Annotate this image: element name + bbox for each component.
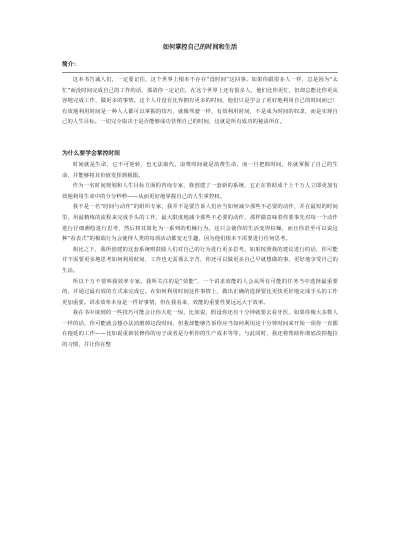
body-paragraph: 相比之下，我所创建的这套系统则鼓励人们对自己的行为进行更多思考。如果按照我的建议进行的话，你可能并不需要更多地思考如何利用时间，工作也无需那么辛苦，你还可以做更多自己早就想做的事，更好地享受自己的生活。	[62, 246, 338, 274]
body-paragraph: 我在书中谈到的一些技巧可能会让你大吃一惊，比如说，假设你还有十分钟就要去看牙医，如果你像大多数人一样的话，你可能就会想办法消磨掉这段时间，但我却能够告诉你应当如何利用这十分钟时间来开始一项你一直都在拖延的工作——比如说重新装修你的房子或者是分析你的生产成本等等。与此同时，我还将帮助你彻底改掉拖拉的习惯，并让你在整	[62, 310, 338, 349]
body-paragraph: 时间就是生命，它不可逆转，也无法取代。浪费时间就是消费生命，而一旦把握时间，你就掌握了自己的生命，并能够将其价值发挥到极限。	[62, 161, 338, 179]
body-paragraph: 所以千万不要叫我效率专家。我所关注的是“效能”，一个讲求效能的人会从所有可能的任务当中选择最重要的，并通过最有效的方式来完成它。在如何利用时间这件事情上，做出正确的选择要比更快更好地完成手头的工作更加重要。讲求效率本身是一件好事情，但在我看来，效能的重要性要远远大于效率。	[62, 278, 338, 306]
intro-heading: 简介：	[62, 62, 80, 68]
intro-paragraph: 这本书告诫人们，一定要记住，这个世界上根本不存在“没时间”这回事。如果你跟很多人一样，总是因为“太忙”而没时间完成自己的工作的话，那请你一定记住，在这个世界上还有很多人，他们比你更忙，但却总能比你更从容地完成工作，做更多的事情。这个人并没有比你拥有更多的时间，他们只是学会了更好地利用自己的时间而已！有效地利用时间是一种人人都可以掌握的技巧，就像驾驶一样，有效利用时间，不是成为时间的奴隶，而是实现自己的人生目标。一切完全取决于是否能够成功管理自己的时间，这就是所有成功的秘诀所在。	[62, 77, 338, 126]
document-title: 如何掌控自己的时间和生活	[162, 44, 238, 51]
section-heading: 为什么要学会掌控时间	[62, 150, 120, 157]
body-paragraph: 我不是一名“时间与动作”的组织专家，我并不是要告诉人们应当如何减少那些不必要的动作，并在最短的时间里，用最精练的流程来完成手头的工作，最大限度地减少那些不必要的动作，那样做意味着你要事先对每一个动作进行仔细测绘进行思考，然后将其简化为一系列的机械行为。这只会使你的生活变得枯燥，而且你甚至可以说这种“看表式”的极端行为会使得人类的每项活动都变无生趣，因为他们根本不需要进行任何思考。	[62, 204, 338, 243]
section-spacer	[62, 128, 338, 150]
intro-divider	[62, 72, 338, 73]
body-paragraph: 作为一名时间规划和人生目标方面的咨询专家，我创建了一套新的系统，它正在帮助成千上千万人立即更加有效地利用生命中的分分秒秒——从而更好地掌握自己的人生掌控权。	[62, 183, 338, 200]
